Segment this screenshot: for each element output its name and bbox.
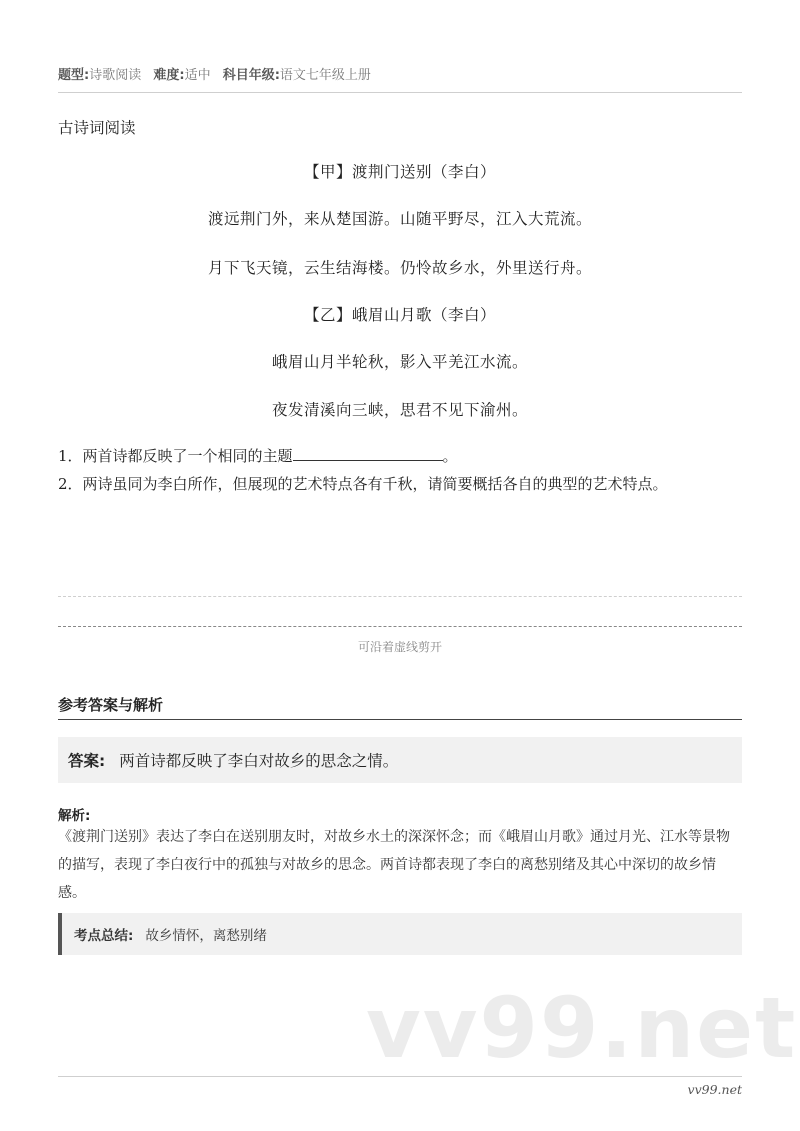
difficulty-value: 适中 <box>184 68 211 83</box>
subject-value: 语文七年级上册 <box>279 68 371 83</box>
summary-text: 故乡情怀，离愁别绪 <box>145 928 267 944</box>
poem-a-line: 月下飞天镜，云生结海楼。仍怜故乡水，外里送行舟。 <box>207 259 592 277</box>
poem-b-line: 夜发清溪向三峡，思君不见下渝州。 <box>271 401 528 419</box>
light-dashed-line <box>58 596 742 597</box>
analysis-label: 解析: <box>58 808 91 824</box>
answer-blank[interactable] <box>293 446 443 461</box>
watermark: vv99.net <box>366 979 798 1077</box>
answer-label: 答案: <box>68 752 106 770</box>
summary-box <box>58 913 742 955</box>
analysis-text: 《渡荆门送别》表达了李白在送别朋友时，对故乡水土的深深怀念；而《峨眉山月歌》通过月光、江水等景物的描写，表现了李白夜行中的孤独与对故乡的思念。两首诗都表现了李白的离愁别绪及其心中深切的故乡情感。 <box>58 829 730 901</box>
poem-a-line: 渡远荆门外，来从楚国游。山随平野尽，江入大荒流。 <box>207 210 592 228</box>
cut-dashed-line <box>58 626 742 627</box>
question-1-suffix: 。 <box>442 447 458 465</box>
poem-a-title: 【甲】渡荆门送别（李白） <box>303 163 496 181</box>
top-divider <box>58 92 742 93</box>
type-value: 诗歌阅读 <box>89 68 142 83</box>
question-1 <box>58 442 742 470</box>
difficulty-label: 难度: <box>153 68 185 83</box>
section-title: 古诗词阅读 <box>58 119 136 137</box>
summary-label: 考点总结: <box>74 928 134 944</box>
answer-section-heading: 参考答案与解析 <box>58 696 164 714</box>
cut-hint: 可沿着虚线剪开 <box>357 640 442 654</box>
type-label: 题型: <box>58 68 90 83</box>
answer-box <box>58 737 742 783</box>
subject-label: 科目年级: <box>222 68 280 83</box>
poem-b-title: 【乙】峨眉山月歌（李白） <box>303 306 496 324</box>
answer-divider <box>58 719 742 720</box>
answer-text: 两首诗都反映了李白对故乡的思念之情。 <box>119 752 399 770</box>
question-meta <box>58 64 379 83</box>
footer-site: vv99.net <box>687 1082 742 1097</box>
poem-b-line: 峨眉山月半轮秋，影入平羌江水流。 <box>271 353 528 371</box>
question-2: 2．两诗虽同为李白所作，但展现的艺术特点各有千秋，请简要概括各自的典型的艺术特点。 <box>58 475 668 493</box>
footer-divider <box>58 1076 742 1077</box>
question-1-text: 1．两首诗都反映了一个相同的主题 <box>58 447 293 465</box>
